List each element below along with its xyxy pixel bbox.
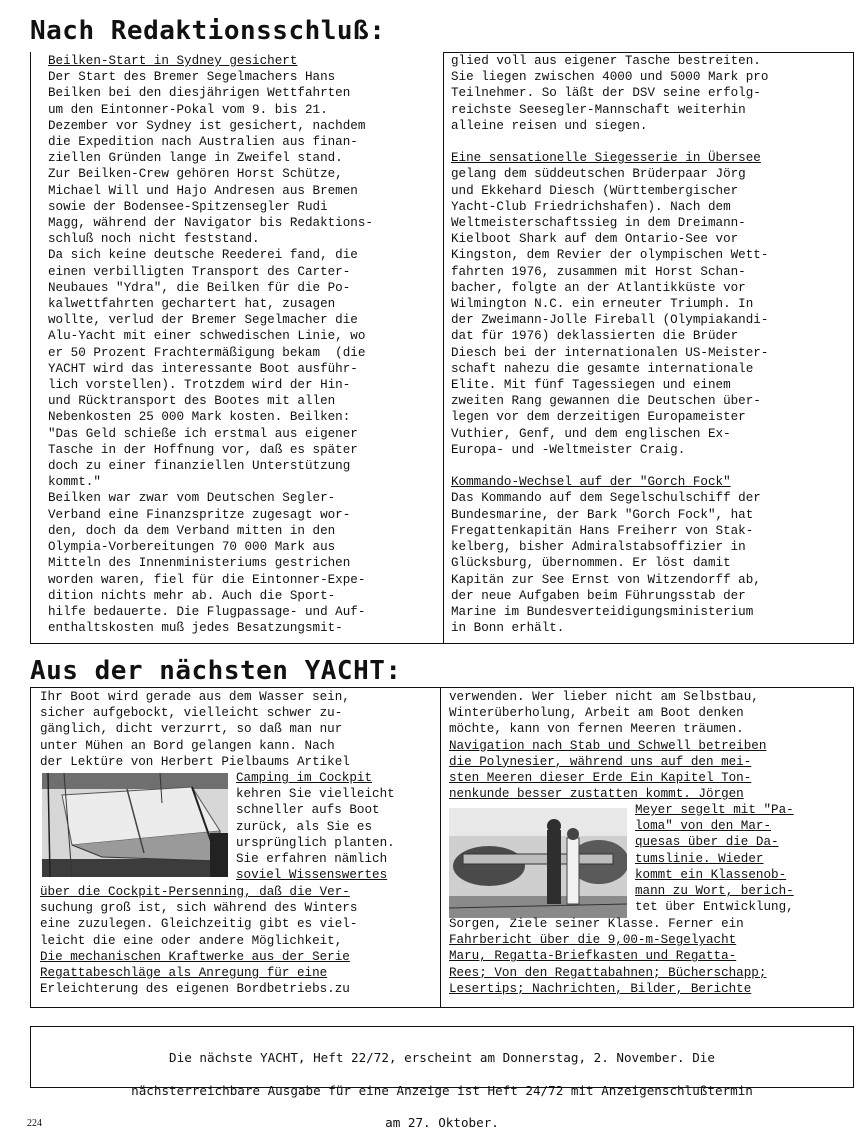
s1-right-line: zweiten Rang gewannen die Deutschen über- (451, 394, 761, 409)
s2-left-bottom-line: leicht die eine oder andere Möglichkeit, (40, 933, 343, 948)
s1-right-line: schaft nahezu die gesamte internationale (451, 361, 754, 376)
s2-left-top-line: sicher aufgebockt, vielleicht schwer zu- (40, 706, 343, 721)
s1-right-line: und Ekkehard Diesch (Württembergischer (451, 183, 739, 198)
s1-left-line: YACHT wird das interessante Boot ausführ- (48, 361, 358, 376)
section1-left-column (48, 53, 373, 636)
s2-right-wrap-line: kommt ein Klassenob- (635, 867, 787, 882)
s1-right-line (451, 134, 768, 150)
s2-left-wrap-line: zurück, als Sie es (236, 819, 373, 834)
s1-right-line: in Bonn erhält. (451, 621, 565, 636)
s1-right-line: Kapitän zur See Ernst von Witzendorff ab, (451, 572, 761, 587)
s2-right-bottom-line: Sorgen, Ziele seiner Klasse. Ferner ein (449, 917, 744, 931)
s2-right-bottom-line: Rees; Von den Regattabahnen; Bücherschapp; (449, 965, 767, 980)
section2-divider (440, 687, 441, 1008)
s2-left-wrap-line: Camping im Cockpit (236, 771, 373, 785)
s2-left-wrap-line: kehren Sie vielleicht (236, 787, 395, 802)
s2-right-bottom-line: Fahrbericht über die 9,00-m-Segelyacht (449, 933, 737, 948)
s2-right-wrap-line: tumslinie. Wieder (635, 851, 764, 866)
s2-right-bottom-line: Lesertips; Nachrichten, Bilder, Berichte (449, 981, 752, 996)
s1-right-line: alleine reisen und siegen. (451, 118, 648, 133)
s2-right-wrap-line: tet über Entwicklung, (635, 900, 794, 915)
section2-left-text-bottom (40, 884, 357, 997)
photo-cockpit-camping (42, 773, 228, 877)
section1-right-column (451, 53, 768, 636)
s2-left-bottom-line: Erleichterung des eigenen Bordbetriebs.zu (40, 982, 350, 997)
s1-left-line: Michael Will und Hajo Andresen aus Bremen (48, 183, 358, 198)
s1-right-line: Glücksburg, übernommen. Er löst damit (451, 556, 731, 571)
s1-right-line: fahrten 1976, zusammen mit Horst Schan- (451, 264, 746, 279)
s1-right-line: Bundesmarine, der Bark "Gorch Fock", hat (451, 507, 754, 522)
next-issue-line-3: am 27. Oktober. (385, 1115, 499, 1131)
page-number: 224 (27, 1118, 42, 1129)
s2-right-bottom-line: Maru, Regatta-Briefkasten und Regatta- (449, 949, 737, 964)
s1-left-line: er 50 Prozent Frachtermäßigung bekam (die (48, 345, 366, 360)
s2-right-top-line: möchte, kann von fernen Meeren träumen. (449, 722, 744, 737)
s1-right-line: bacher, folgte an der Atlantikküste vor (451, 280, 746, 295)
s1-left-line: kalwettfahrten gechartert hat, zusagen (48, 297, 336, 312)
section2-right-text-wrap (635, 802, 794, 915)
s1-left-line: Dezember vor Sydney ist gesichert, nachdem (48, 118, 366, 133)
s2-left-bottom-line: Regattabeschläge als Anregung für eine (40, 966, 328, 981)
s1-left-line: doch zu einer finanziellen Unterstützung (48, 459, 351, 474)
s1-right-line: Diesch bei der internationalen US-Meister- (451, 345, 769, 360)
s1-right-line: der Zweimann-Jolle Fireball (Olympiakandi- (451, 313, 769, 328)
s1-right-line: gelang dem süddeutschen Brüderpaar Jörg (451, 167, 746, 182)
s1-left-line: lich vorstellen). Trotzdem wird der Hin- (48, 378, 351, 393)
s2-left-top-line: gänglich, dicht verzurrt, so daß man nur (40, 722, 343, 737)
s1-left-line: und Rücktransport des Bootes mit allen (48, 394, 336, 409)
s1-left-line: Mitteln des Innenministeriums gestrichen (48, 556, 351, 571)
s1-left-line: worden waren, fiel für die Eintonner-Expe- (48, 572, 366, 587)
s1-left-line: Nebenkosten 25 000 Mark kosten. Beilken: (48, 410, 351, 425)
s1-right-line: der neue Aufgaben beim Führungsstab der (451, 588, 746, 603)
s1-left-line: Beilken war zwar vom Deutschen Segler- (48, 491, 336, 506)
section2-right-text-top (449, 689, 766, 802)
s2-right-wrap-line: loma" von den Mar- (635, 819, 772, 834)
s2-right-top-line: verwenden. Wer lieber nicht am Selbstbau, (449, 690, 759, 704)
s1-left-line: Beilken-Start in Sydney gesichert (48, 54, 298, 68)
s1-right-line: Marine im Bundesverteidigungsministerium (451, 604, 754, 619)
s1-right-line: Wilmington N.C. ein erneuter Triumph. In (451, 297, 754, 312)
s2-right-wrap-line: Meyer segelt mit "Pa- (635, 803, 794, 817)
s1-right-line: Fregattenkapitän Hans Freiherr von Stak- (451, 523, 754, 538)
s1-right-line: Kommando-Wechsel auf der "Gorch Fock" (451, 475, 731, 490)
s2-left-bottom-line: über die Cockpit-Persenning, daß die Ver- (40, 885, 350, 899)
s2-left-bottom-line: eine zuzulegen. Gleichzeitig gibt es viel- (40, 917, 358, 932)
s2-right-top-line: nenkunde besser zustatten kommt. Jörgen (449, 787, 744, 802)
s1-left-line: den, doch da dem Verband mitten in den (48, 523, 336, 538)
s1-right-line: reichste Seesegler-Mannschaft weiterhin (451, 102, 746, 117)
s1-left-line: dition nichts mehr ab. Auch die Sport- (48, 588, 336, 603)
s2-right-top-line: sten Meeren dieser Erde Ein Kapitel Ton- (449, 771, 752, 786)
s1-left-line: einen verbilligten Transport des Carter- (48, 264, 351, 279)
s1-left-line: enthaltskosten muß jedes Besatzungsmit- (48, 621, 343, 636)
s1-right-line: kelberg, bisher Admiralstabsoffizier in (451, 540, 746, 555)
s1-right-line: Europa- und -Weltmeister Craig. (451, 442, 686, 457)
header-nach-redaktionsschluss: Nach Redaktionsschluß: (30, 16, 386, 46)
s2-right-top-line: Winterüberholung, Arbeit am Boot denken (449, 706, 744, 721)
s1-right-line: Yacht-Club Friedrichshafen). Nach dem (451, 199, 731, 214)
s2-left-wrap-line: ursprünglich planten. (236, 835, 395, 850)
s1-left-line: Zur Beilken-Crew gehören Horst Schütze, (48, 167, 343, 182)
s1-left-line: Alu-Yacht mit einer schwedischen Linie, wo (48, 329, 366, 344)
s1-left-line: um den Eintonner-Pokal vom 9. bis 21. (48, 102, 328, 117)
s1-right-line: glied voll aus eigener Tasche bestreiten. (451, 54, 761, 68)
s2-right-wrap-line: mann zu Wort, berich- (635, 884, 794, 899)
s2-left-wrap-line: schneller aufs Boot (236, 803, 380, 818)
s1-right-line: Kingston, dem Revier der olympischen Wett- (451, 248, 769, 263)
s1-left-line: wollte, verlud der Bremer Segelmacher die (48, 313, 358, 328)
s1-right-line: Eine sensationelle Siegesserie in Übersee (451, 151, 761, 166)
next-issue-line-1: Die nächste YACHT, Heft 22/72, erscheint am Donnerstag, 2. November. Die (169, 1050, 715, 1066)
s2-right-wrap-line: quesas über die Da- (635, 835, 779, 850)
s1-right-line (451, 458, 768, 474)
s1-left-line: Verband eine Finanzspritze zugesagt wor- (48, 507, 351, 522)
s1-left-line: schluß noch nicht feststand. (48, 232, 260, 247)
s1-right-line: dat für 1976) deklassierten die Brüder (451, 329, 739, 344)
header-aus-der-naechsten-yacht: Aus der nächsten YACHT: (30, 656, 402, 686)
s1-left-line: Olympia-Vorbereitungen 70 000 Mark aus (48, 540, 336, 555)
s1-right-line: Teilnehmer. So läßt der DSV seine erfolg- (451, 86, 761, 101)
s1-left-line: Der Start des Bremer Segelmachers Hans (48, 70, 336, 85)
section2-right-text-bottom (449, 916, 766, 997)
s1-right-line: Das Kommando auf dem Segelschulschiff der (451, 491, 761, 506)
section2-left-text-top (40, 689, 350, 770)
s1-right-line: Kielboot Shark auf dem Ontario-See vor (451, 232, 739, 247)
s1-right-line: Elite. Mit fünf Tagessiegen und einem (451, 378, 731, 393)
s1-right-line: Weltmeisterschaftssieg in dem Dreimann- (451, 216, 746, 231)
s2-left-top-line: Ihr Boot wird gerade aus dem Wasser sein, (40, 690, 350, 704)
next-issue-line-2: nächsterreichbare Ausgabe für eine Anzeige ist Heft 24/72 mit Anzeigenschlußtermin (131, 1082, 753, 1098)
s1-left-line: Tasche in der Hoffnung vor, daß es später (48, 442, 358, 457)
s2-left-wrap-line: Sie erfahren nämlich (236, 852, 388, 867)
s2-left-top-line: der Lektüre von Herbert Pielbaums Artikel (40, 754, 350, 769)
s1-left-line: die Expedition nach Australien aus finan- (48, 135, 358, 150)
s2-left-bottom-line: suchung groß ist, sich während des Winters (40, 901, 358, 916)
s1-left-line: Neubaues "Ydra", die Beilken für die Po- (48, 280, 351, 295)
s1-left-line: ziellen Gründen lange in Zweifel stand. (48, 151, 343, 166)
s1-left-line: Beilken bei den diesjährigen Wettfahrten (48, 86, 351, 101)
s2-left-top-line: unter Mühen an Bord gelangen kann. Nach (40, 738, 335, 753)
s1-left-line: kommt." (48, 475, 101, 490)
section1-divider (443, 52, 444, 644)
s1-right-line: Vuthier, Genf, und dem englischen Ex- (451, 426, 731, 441)
s1-left-line: Magg, während der Navigator bis Redaktions- (48, 216, 373, 231)
photo-navigation-polynesier (449, 808, 627, 918)
s1-left-line: Da sich keine deutsche Reederei fand, die (48, 248, 358, 263)
s1-right-line: legen vor dem derzeitigen Europameister (451, 410, 746, 425)
s2-right-top-line: die Polynesier, während uns auf den mei- (449, 754, 752, 769)
s1-left-line: hilfe bedauerte. Die Flugpassage- und Auf- (48, 604, 366, 619)
s2-left-bottom-line: Die mechanischen Kraftwerke aus der Serie (40, 949, 350, 964)
section2-left-text-wrap (236, 770, 395, 883)
s1-left-line: sowie der Bodensee-Spitzensegler Rudi (48, 199, 328, 214)
s2-right-top-line: Navigation nach Stab und Schwell betreiben (449, 738, 767, 753)
s2-left-wrap-line: soviel Wissenswertes (236, 868, 388, 883)
s1-left-line: "Das Geld schieße ich erstmal aus eigener (48, 426, 358, 441)
s1-right-line: Sie liegen zwischen 4000 und 5000 Mark pro (451, 70, 769, 85)
next-issue-text (30, 1034, 854, 1147)
